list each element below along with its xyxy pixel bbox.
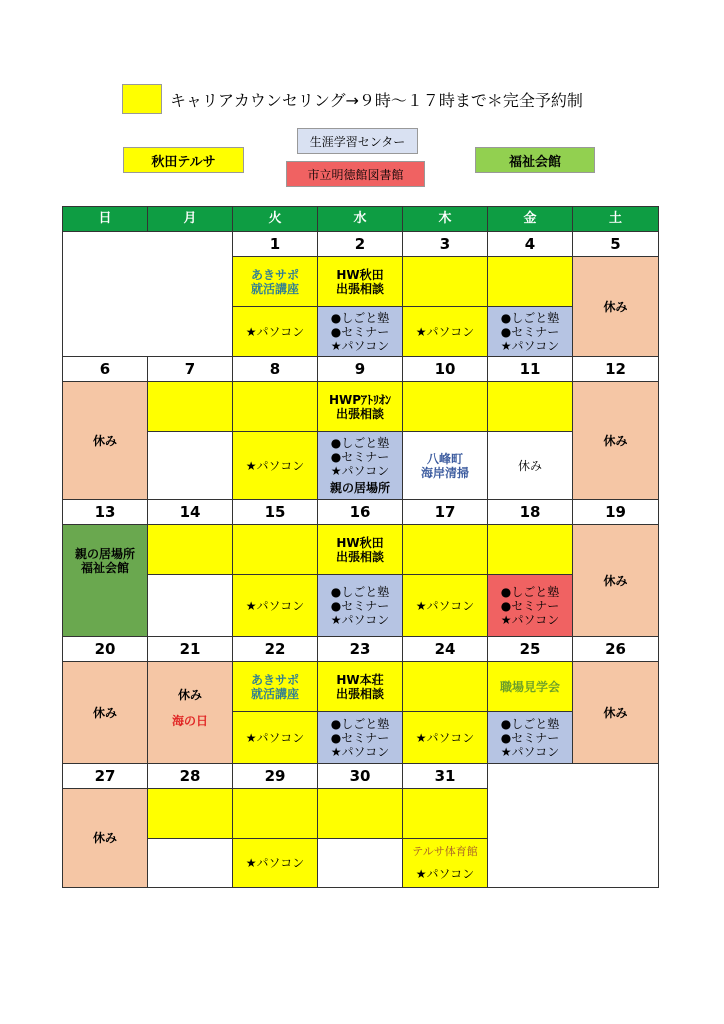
date-3: 3 <box>402 231 488 257</box>
weekday-sun: 日 <box>62 206 148 232</box>
career-counseling-swatch <box>122 84 162 114</box>
weekday-thu: 木 <box>402 206 488 232</box>
weekday-wed: 水 <box>317 206 403 232</box>
legend-library: 市立明徳館図書館 <box>286 161 425 187</box>
event-pc: ★パソコン <box>232 431 318 500</box>
date-24: 24 <box>402 636 488 662</box>
holiday-cell: 休み <box>62 788 148 888</box>
date-27: 27 <box>62 763 148 789</box>
date-15: 15 <box>232 499 318 525</box>
date-30: 30 <box>317 763 403 789</box>
date-18: 18 <box>487 499 573 525</box>
date-5: 5 <box>572 231 659 257</box>
date-29: 29 <box>232 763 318 789</box>
event-shigoto: ●しごと塾 ●セミナー ★パソコン <box>487 711 573 764</box>
career-slot <box>147 788 233 839</box>
weekday-fri: 金 <box>487 206 573 232</box>
career-slot <box>232 381 318 432</box>
career-slot <box>147 381 233 432</box>
date-6: 6 <box>62 356 148 382</box>
event-shigoto-library: ●しごと塾 ●セミナー ★パソコン <box>487 574 573 637</box>
holiday-cell: 休み <box>62 661 148 764</box>
empty-cell <box>147 838 233 888</box>
event-hw-honjo: HW本荘 出張相談 <box>317 661 403 712</box>
event-hw-akita: HW秋田 出張相談 <box>317 524 403 575</box>
empty-cell <box>147 574 233 637</box>
event-pc: ★パソコン <box>232 306 318 357</box>
event-hachiro: 八峰町 海岸清掃 <box>402 431 488 500</box>
date-19: 19 <box>572 499 659 525</box>
career-slot <box>487 256 573 307</box>
event-shokuba: 職場見学会 <box>487 661 573 712</box>
event-akisapo: あきサポ 就活講座 <box>232 661 318 712</box>
holiday-cell: 休み <box>572 524 659 637</box>
event-akisapo: あきサポ 就活講座 <box>232 256 318 307</box>
career-slot <box>402 381 488 432</box>
date-17: 17 <box>402 499 488 525</box>
event-oya-fukushi: 親の居場所 福祉会館 <box>62 524 148 637</box>
empty-cell <box>487 763 659 888</box>
date-28: 28 <box>147 763 233 789</box>
event-terusa-gym-pc: テルサ体育館 ★パソコン <box>402 838 488 888</box>
calendar-grid <box>62 206 659 888</box>
holiday-cell: 休み <box>572 381 659 500</box>
event-shigoto-oya: ●しごと塾 ●セミナー ★パソコン 親の居場所 <box>317 431 403 500</box>
event-pc: ★パソコン <box>402 574 488 637</box>
empty-cell <box>317 838 403 888</box>
event-pc: ★パソコン <box>402 306 488 357</box>
event-shigoto: ●しごと塾 ●セミナー ★パソコン <box>487 306 573 357</box>
event-pc: ★パソコン <box>402 711 488 764</box>
date-21: 21 <box>147 636 233 662</box>
date-2: 2 <box>317 231 403 257</box>
date-23: 23 <box>317 636 403 662</box>
career-slot <box>487 381 573 432</box>
event-shigoto: ●しごと塾 ●セミナー ★パソコン <box>317 306 403 357</box>
weekday-sat: 土 <box>572 206 659 232</box>
date-22: 22 <box>232 636 318 662</box>
career-slot <box>232 788 318 839</box>
holiday-cell: 休み <box>62 381 148 500</box>
event-shigoto: ●しごと塾 ●セミナー ★パソコン <box>317 711 403 764</box>
date-7: 7 <box>147 356 233 382</box>
career-slot <box>402 661 488 712</box>
date-16: 16 <box>317 499 403 525</box>
weekday-tue: 火 <box>232 206 318 232</box>
career-slot <box>402 256 488 307</box>
event-hw-akita: HW秋田 出張相談 <box>317 256 403 307</box>
holiday-cell: 休み <box>572 661 659 764</box>
legend-terusa: 秋田テルサ <box>123 147 244 173</box>
holiday-cell: 休み <box>572 256 659 357</box>
date-14: 14 <box>147 499 233 525</box>
date-10: 10 <box>402 356 488 382</box>
weekday-mon: 月 <box>147 206 233 232</box>
career-slot <box>232 524 318 575</box>
event-pc: ★パソコン <box>232 711 318 764</box>
date-11: 11 <box>487 356 573 382</box>
career-slot <box>402 788 488 839</box>
legend-fukushi: 福祉会館 <box>475 147 595 173</box>
date-25: 25 <box>487 636 573 662</box>
empty-cell <box>62 231 233 357</box>
career-slot <box>317 788 403 839</box>
empty-cell <box>147 431 233 500</box>
date-4: 4 <box>487 231 573 257</box>
career-slot <box>487 524 573 575</box>
holiday-umi-no-hi: 休み 海の日 <box>147 661 233 764</box>
date-12: 12 <box>572 356 659 382</box>
event-shigoto: ●しごと塾 ●セミナー ★パソコン <box>317 574 403 637</box>
date-9: 9 <box>317 356 403 382</box>
date-13: 13 <box>62 499 148 525</box>
holiday-cell: 休み <box>487 431 573 500</box>
event-pc: ★パソコン <box>232 574 318 637</box>
date-26: 26 <box>572 636 659 662</box>
date-20: 20 <box>62 636 148 662</box>
event-pc: ★パソコン <box>232 838 318 888</box>
legend-shogai: 生涯学習センター <box>297 128 418 154</box>
date-1: 1 <box>232 231 318 257</box>
event-hwp-atorion: HWPｱﾄﾘｵﾝ 出張相談 <box>317 381 403 432</box>
date-8: 8 <box>232 356 318 382</box>
date-31: 31 <box>402 763 488 789</box>
career-slot <box>147 524 233 575</box>
career-slot <box>402 524 488 575</box>
career-counseling-legend: キャリアカウンセリング→９時～１７時まで＊完全予約制 <box>170 91 583 110</box>
